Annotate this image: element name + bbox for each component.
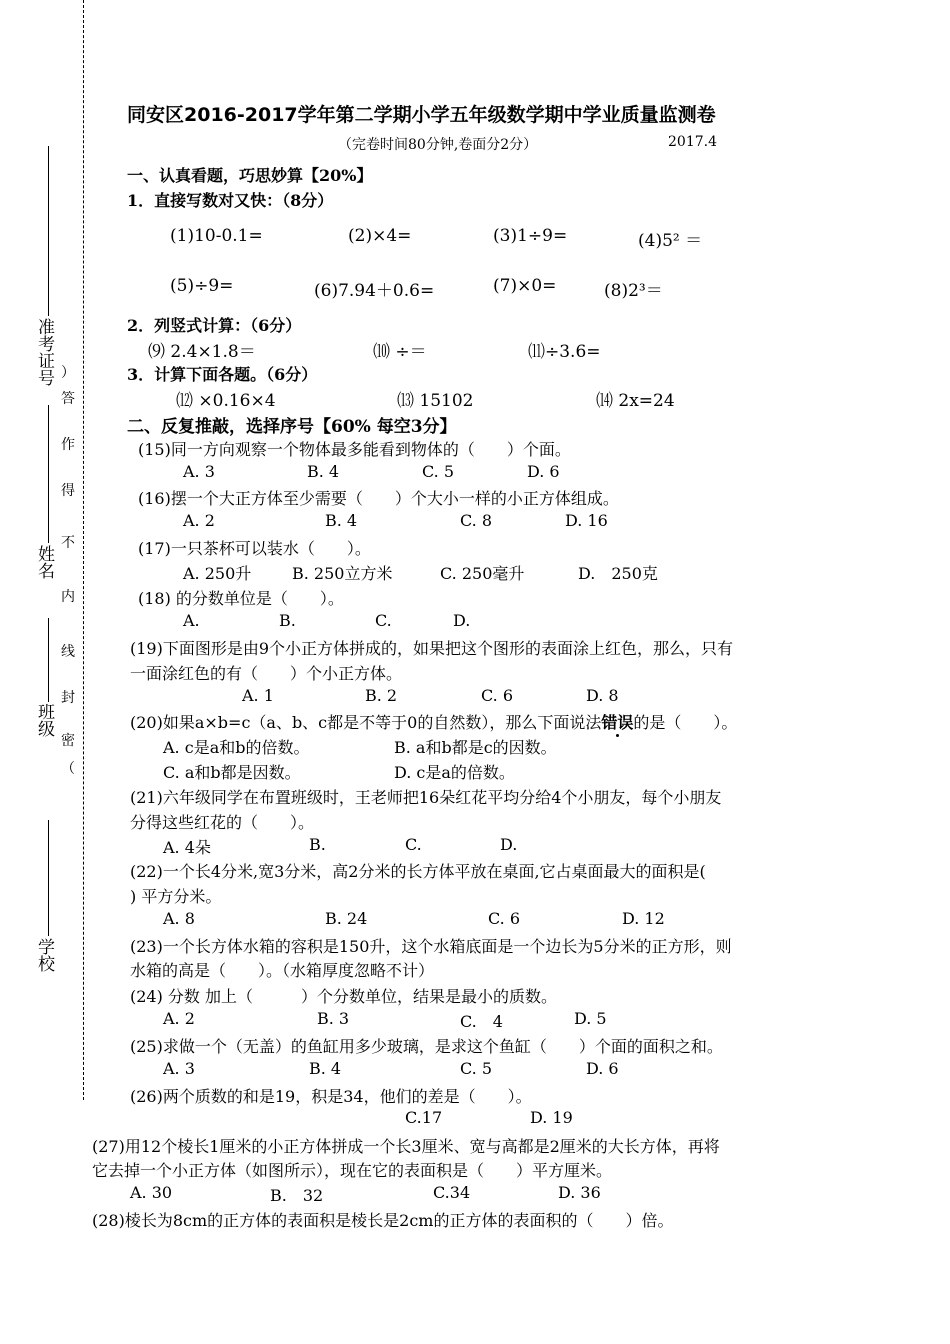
option: A. 250升 [183, 564, 252, 583]
option: C. 5 [422, 462, 455, 481]
school-label: 学校 [34, 938, 54, 972]
option: D. 6 [527, 462, 560, 481]
section1-heading: 一、认真看题，巧思妙算【20%】 [127, 166, 373, 185]
page-title: 同安区2016-2017学年第二学期小学五年级数学期中学业质量监测卷 [127, 104, 716, 126]
option: C. [405, 835, 422, 854]
question-20 [130, 710, 737, 733]
option: C.17 [405, 1108, 443, 1127]
question-25: (25)求做一个（无盖）的鱼缸用多少玻璃，是求这个鱼缸（ ）个面的面积之和。 [130, 1037, 723, 1056]
name-label: 姓名 [34, 545, 54, 579]
seal-char: 得 [61, 483, 75, 499]
q3-item: ⒀ 15102 [397, 391, 474, 411]
option: B. 4 [325, 511, 358, 530]
question-23: (23)一个长方体水箱的容积是150升，这个水箱底面是一个边长为5分米的正方形，则 [130, 937, 732, 956]
option: B. [279, 611, 296, 630]
option: A. 8 [163, 909, 195, 928]
option: C. a和b都是因数。 [163, 763, 301, 782]
option: A. 2 [183, 511, 215, 530]
q1-title: 1．直接写数对又快：（8分） [127, 191, 334, 210]
seal-char: ） [61, 365, 75, 381]
name-blank [48, 405, 49, 543]
option: D. 8 [586, 686, 619, 705]
q1-item: (8)2³＝ [604, 281, 663, 301]
option: C. 8 [460, 511, 493, 530]
option: B. [309, 835, 326, 854]
question-21: (21)六年级同学在布置班级时，王老师把16朵红花平均分给4个小朋友，每个小朋友 [130, 788, 722, 807]
q3-item: ⑿ ×0.16×4 [176, 391, 276, 411]
option: A. 3 [183, 462, 215, 481]
option: D. 250克 [578, 564, 658, 583]
seal-char: 封 [61, 690, 75, 706]
option: A. 3 [163, 1059, 195, 1078]
seal-char: 密 [61, 733, 75, 749]
question-19-cont: 一面涂红色的有（ ）个小正方体。 [130, 664, 403, 683]
option: A. 2 [163, 1009, 195, 1028]
question-28: (28)棱长为8cm的正方体的表面积是棱长是2cm的正方体的表面积的（ ）倍。 [92, 1211, 674, 1230]
question-20-text-end: 的是（ ）。 [633, 713, 738, 732]
question-24: (24) 分数 加上（ ）个分数单位，结果是最小的质数。 [130, 987, 558, 1006]
q2-title: 2．列竖式计算：（6分） [127, 316, 302, 335]
q1-item: (7)×0= [493, 276, 557, 296]
question-21-cont: 分得这些红花的（ ）。 [130, 813, 315, 832]
question-15: (15)同一方向观察一个物体最多能看到物体的（ ）个面。 [138, 440, 571, 459]
question-17: (17)一只茶杯可以装水（ ）。 [138, 539, 371, 558]
option: B. 32 [270, 1186, 324, 1205]
q2-item: ⑼ 2.4×1.8＝ [148, 342, 256, 362]
option: C. 6 [488, 909, 521, 928]
q2-item: ⑾÷3.6= [528, 342, 601, 362]
seal-char: 作 [61, 437, 75, 453]
option: D. [453, 611, 471, 630]
question-20-text: (20)如果a×b=c（a、b、c都是不等于0的自然数），那么下面说法 [130, 713, 602, 732]
question-26: (26)两个质数的和是19，积是34，他们的差是（ ）。 [130, 1087, 532, 1106]
binding-dashed-line [83, 0, 84, 1100]
option: D. 19 [530, 1108, 573, 1127]
question-18: (18) 的分数单位是（ ）。 [138, 589, 344, 608]
option: B. 2 [365, 686, 398, 705]
option: A. [183, 611, 200, 630]
option: A. 30 [130, 1183, 173, 1202]
option: D. [500, 835, 518, 854]
q1-item: (2)×4= [348, 226, 412, 246]
option: B. 4 [309, 1059, 342, 1078]
q3-title: 3．计算下面各题。（6分） [127, 365, 318, 384]
option: D. 5 [574, 1009, 607, 1028]
option: D. c是a的倍数。 [394, 763, 515, 782]
section2-heading: 二、反复推敲，选择序号【60% 每空3分】 [127, 417, 457, 437]
exam-number-blank [48, 146, 49, 316]
option: D. 16 [565, 511, 608, 530]
option: D. 12 [622, 909, 665, 928]
q2-item: ⑽ ÷＝ [373, 342, 427, 362]
q1-item: (4)5² ＝ [638, 231, 703, 251]
seal-char: （ [61, 761, 75, 777]
q1-item: (1)10-0.1= [170, 226, 263, 246]
option: C. 4 [460, 1012, 503, 1031]
option: C. [375, 611, 392, 630]
option: B. 250立方米 [292, 564, 393, 583]
seal-char: 线 [61, 644, 75, 660]
class-label: 班级 [34, 703, 54, 737]
option: A. 1 [242, 686, 274, 705]
option: B. 24 [325, 909, 368, 928]
emphasis-wrong: 错误 [601, 713, 634, 732]
exam-info: （完卷时间80分钟,卷面分2分） [338, 137, 538, 153]
option: C.34 [433, 1183, 471, 1202]
class-blank [48, 618, 49, 702]
q1-item: (6)7.94＋0.6= [314, 281, 435, 301]
question-27-cont: 它去掉一个小正方体（如图所示），现在它的表面积是（ ）平方厘米。 [92, 1161, 613, 1180]
option: A. 4朵 [163, 838, 211, 857]
question-23-cont: 水箱的高是（ ）。（水箱厚度忽略不计） [130, 961, 435, 980]
option: A. c是a和b的倍数。 [163, 738, 310, 757]
option: B. 4 [307, 462, 340, 481]
q1-item: (3)1÷9= [493, 226, 568, 246]
option: B. 3 [317, 1009, 350, 1028]
school-blank [48, 820, 49, 936]
seal-char: 答 [61, 391, 75, 407]
option: D. 36 [558, 1183, 601, 1202]
exam-number-label: 准考证号 [34, 318, 54, 386]
option: B. a和b都是c的因数。 [394, 738, 557, 757]
question-19: (19)下面图形是由9个小正方体拼成的，如果把这个图形的表面涂上红色，那么，只有 [130, 639, 734, 658]
q3-item: ⒁ 2x=24 [596, 391, 675, 411]
seal-char: 内 [61, 589, 75, 605]
option: C. 5 [460, 1059, 493, 1078]
question-16: (16)摆一个大正方体至少需要（ ）个大小一样的小正方体组成。 [138, 489, 619, 508]
q1-item: (5)÷9= [170, 276, 234, 296]
exam-date: 2017.4 [668, 134, 717, 150]
question-27: (27)用12个棱长1厘米的小正方体拼成一个长3厘米、宽与高都是2厘米的大长方体，再将 [92, 1137, 720, 1156]
question-22-cont: ) 平方分米。 [130, 887, 222, 906]
option: C. 6 [481, 686, 514, 705]
option: C. 250毫升 [440, 564, 525, 583]
question-22: (22)一个长4分米,宽3分米，高2分米的长方体平放在桌面,它占桌面最大的面积是( [130, 862, 706, 881]
seal-char: 不 [61, 535, 75, 551]
option: D. 6 [586, 1059, 619, 1078]
